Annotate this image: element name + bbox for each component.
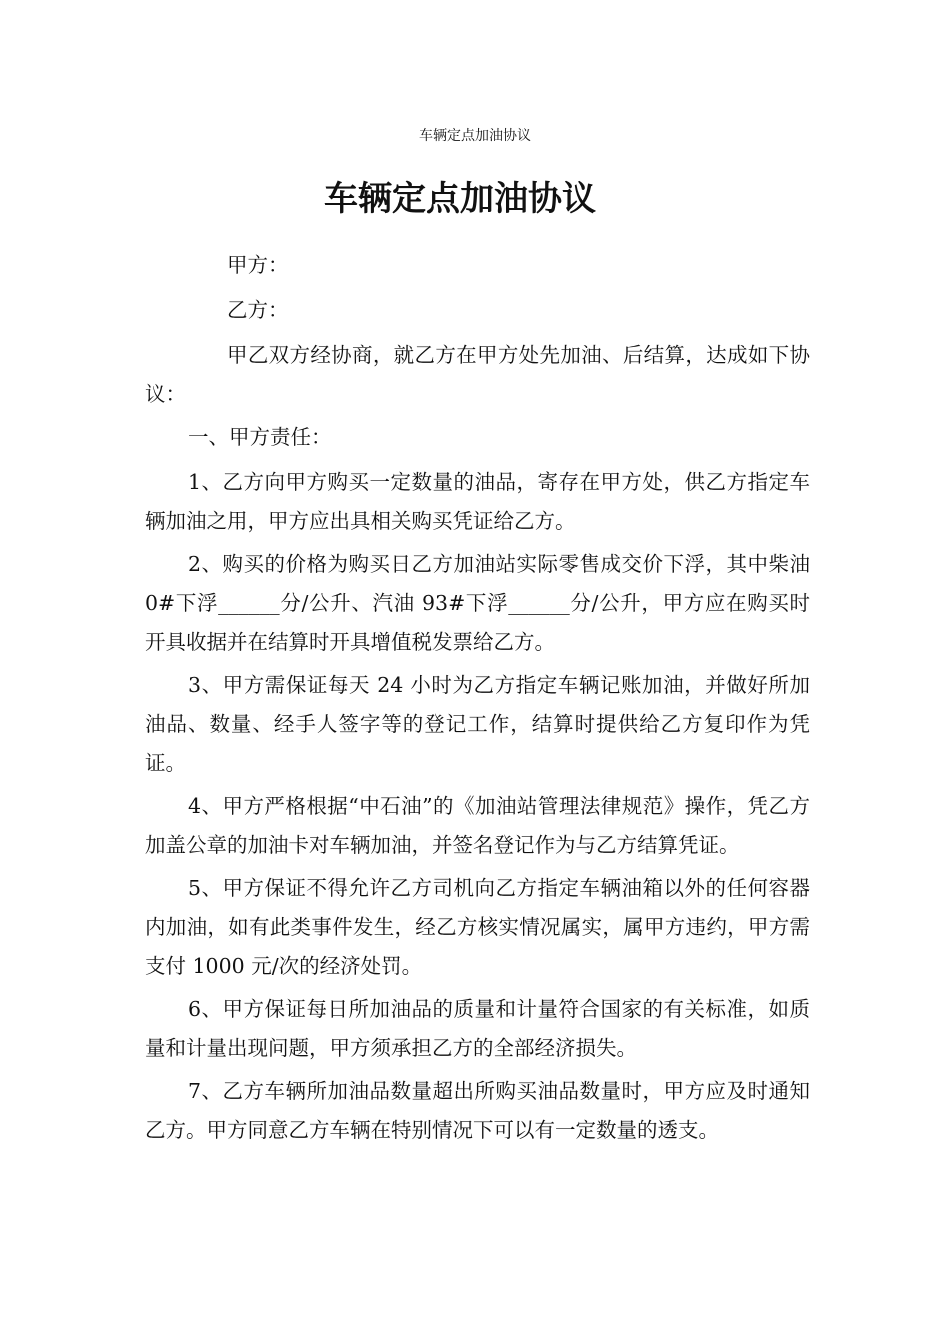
running-header: 车辆定点加油协议: [419, 128, 531, 144]
clause-5: 5、甲方保证不得允许乙方司机向乙方指定车辆油箱以外的任何容器内加油，如有此类事件发生，经乙方核实情况属实，属甲方违约，甲方需支付 1000 元/次的经济处罚。: [145, 876, 810, 978]
party-b-label: 乙方：: [227, 298, 289, 322]
section-heading: 一、甲方责任：: [188, 425, 332, 449]
clause-4: 4、甲方严格根据“中石油”的《加油站管理法律规范》操作，凭乙方加盖公章的加油卡对车辆加油，并签名登记作为与乙方结算凭证。: [145, 794, 810, 857]
document-title: 车辆定点加油协议: [324, 179, 596, 219]
clause-7: 7、乙方车辆所加油品数量超出所购买油品数量时，甲方应及时通知乙方。甲方同意乙方车辆在特别情况下可以有一定数量的透支。: [145, 1079, 810, 1142]
clause-3: 3、甲方需保证每天 24 小时为乙方指定车辆记账加油，并做好所加油品、数量、经手人签字等的登记工作，结算时提供给乙方复印作为凭证。: [145, 673, 810, 775]
clause-1: 1、乙方向甲方购买一定数量的油品，寄存在甲方处，供乙方指定车辆加油之用，甲方应出具相关购买凭证给乙方。: [145, 470, 810, 533]
clause-6: 6、甲方保证每日所加油品的质量和计量符合国家的有关标准，如质量和计量出现问题，甲方须承担乙方的全部经济损失。: [145, 997, 810, 1060]
document-body: [145, 246, 810, 1154]
clause-2: 2、购买的价格为购买日乙方加油站实际零售成交价下浮，其中柴油 0#下浮______分/公升、汽油 93#下浮______分/公升，甲方应在购买时开具收据并在结算时开具增值税发票给乙方。: [145, 552, 810, 654]
preamble: 甲乙双方经协商，就乙方在甲方处先加油、后结算，达成如下协议：: [145, 343, 810, 406]
party-a-label: 甲方：: [227, 253, 289, 277]
